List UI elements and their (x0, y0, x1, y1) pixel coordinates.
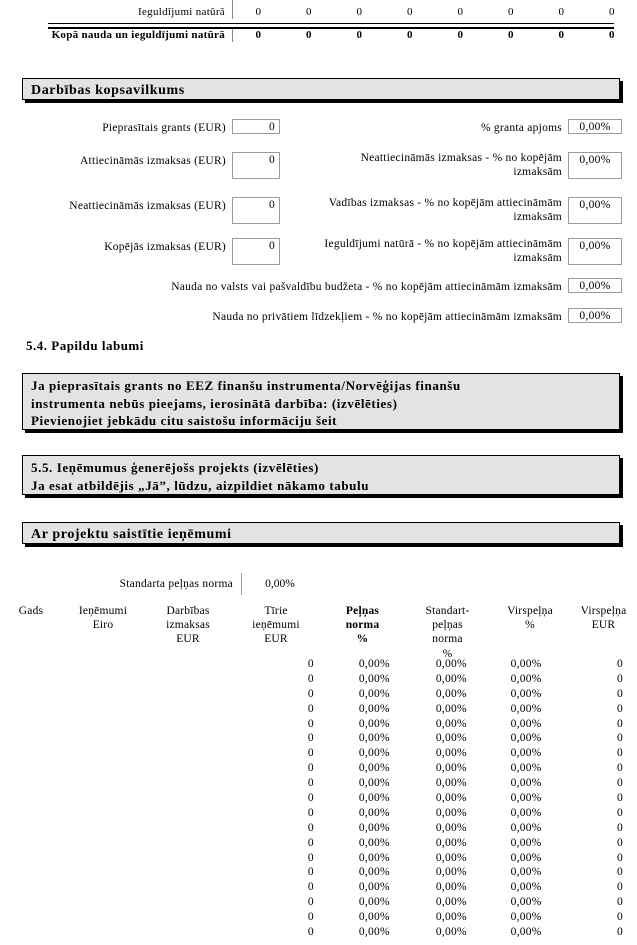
table-cell[interactable] (146, 687, 234, 702)
table-cell: 0 (307, 926, 314, 939)
table-cell: 0 (307, 821, 314, 834)
table-cell: 0,00% (435, 806, 467, 819)
table-row (0, 836, 637, 851)
table-cell[interactable] (0, 687, 64, 702)
table-cell: 0 (617, 851, 624, 864)
table-cell: 0,00% (358, 881, 390, 894)
table-cell[interactable] (64, 761, 146, 776)
input-requested-grant[interactable]: 0 (232, 119, 280, 134)
column-header-year (0, 604, 62, 618)
table-cell: 0 (307, 881, 314, 894)
table-cell[interactable] (0, 746, 64, 761)
table-cell: 0,00% (435, 896, 467, 909)
header-line: Virspeļņa (580, 605, 627, 617)
column-header-excess-profit-pct (490, 604, 570, 632)
header-line: ieņēmumi (252, 619, 300, 632)
header-line: Tīrie (264, 605, 288, 617)
table-cell[interactable] (0, 791, 64, 806)
table-cell: 0,00% (435, 687, 467, 700)
table-cell[interactable] (146, 717, 234, 732)
table-cell: 0,00% (358, 747, 390, 760)
table-cell: 0,00% (510, 777, 542, 790)
input-private-funds-pct[interactable]: 0,00% (568, 308, 622, 323)
table-cell[interactable] (64, 687, 146, 702)
section-bar-additional-benefits (22, 373, 620, 430)
column-header-profit-margin (320, 604, 405, 647)
table-cell[interactable] (0, 657, 64, 672)
bar-line-2: instrumenta nebūs pieejams, ierosinātā darbība: (izvēlēties) (31, 395, 398, 411)
table-cell: 0,00% (510, 866, 542, 879)
table-cell: 0 (617, 717, 624, 730)
table-cell: 0 (307, 836, 314, 849)
table-cell: 0,00% (435, 717, 467, 730)
table-cell: 0,00% (358, 687, 390, 700)
table-row (0, 791, 637, 806)
column-header-excess-profit-eur (570, 604, 637, 632)
table-cell: 0 (307, 792, 314, 805)
cell: 0 (356, 6, 362, 18)
cell: 0 (407, 29, 413, 41)
table-cell[interactable] (64, 880, 146, 895)
header-line: EUR (591, 619, 616, 632)
table-cell[interactable] (64, 776, 146, 791)
table-row (0, 657, 637, 672)
input-management-pct[interactable]: 0,00% (568, 197, 622, 224)
table-cell: 0,00% (435, 732, 467, 745)
table-cell: 0 (307, 747, 314, 760)
table-cell[interactable] (0, 865, 64, 880)
table-cell: 0,00% (435, 851, 467, 864)
table-row (0, 731, 637, 746)
header-line: norma (432, 633, 463, 646)
table-cell: 0,00% (510, 702, 542, 715)
table-cell: 0,00% (510, 836, 542, 849)
table-cell[interactable] (146, 851, 234, 866)
label-standard-margin: Standarta peļņas norma (119, 578, 233, 590)
header-line: Virspeļņa (507, 605, 553, 617)
table-cell[interactable] (0, 910, 64, 925)
table-cell: 0,00% (435, 702, 467, 715)
table-cell[interactable] (64, 731, 146, 746)
table-cell: 0,00% (435, 836, 467, 849)
table-rule (48, 23, 614, 24)
table-cell: 0,00% (510, 896, 542, 909)
table-cell[interactable] (146, 880, 234, 895)
section-bar-project-income (22, 522, 620, 544)
table-cell[interactable] (0, 702, 64, 717)
table-cell: 0 (617, 821, 624, 834)
cell: 0 (306, 29, 312, 41)
column-header-income (62, 604, 144, 632)
table-cell: 0,00% (358, 896, 390, 909)
table-cell: 0 (617, 732, 624, 745)
table-cell: 0,00% (510, 672, 542, 685)
table-cell: 0 (617, 866, 624, 879)
table-row (0, 925, 637, 940)
table-cell: 0 (307, 896, 314, 909)
section-bar-revenue-generating (22, 455, 620, 495)
bar-line-1: 5.5. Ieņēmumus ģenerējošs projekts (izvēlēties) (31, 460, 319, 475)
table-cell[interactable] (0, 761, 64, 776)
table-cell: 0,00% (510, 806, 542, 819)
table-cell[interactable] (64, 702, 146, 717)
table-cell: 0,00% (435, 911, 467, 924)
table-row (0, 821, 637, 836)
cell: 0 (558, 29, 564, 41)
table-cell[interactable] (64, 746, 146, 761)
table-cell[interactable] (146, 791, 234, 806)
table-cell[interactable] (146, 672, 234, 687)
table-cell: 0,00% (435, 762, 467, 775)
table-row-total (0, 29, 637, 42)
row-label: Kopā nauda un ieguldījumi natūrā (51, 29, 225, 41)
table-cell: 0 (617, 687, 624, 700)
table-cell[interactable] (146, 925, 234, 940)
label-requested-grant: Pieprasītais grants (EUR) (102, 122, 226, 134)
table-cell: 0 (307, 806, 314, 819)
table-cell[interactable] (64, 836, 146, 851)
column-header-net-income (232, 604, 320, 647)
column-header-operating-costs (144, 604, 232, 647)
input-public-budget-pct[interactable]: 0,00% (568, 278, 622, 293)
table-cell: 0 (617, 896, 624, 909)
table-body (0, 657, 637, 940)
table-cell: 0,00% (435, 672, 467, 685)
table-cell: 0,00% (358, 806, 390, 819)
table-cell: 0,00% (358, 777, 390, 790)
table-cell: 0,00% (358, 792, 390, 805)
table-cell[interactable] (0, 836, 64, 851)
table-cell: 0,00% (358, 851, 390, 864)
table-cell: 0,00% (510, 717, 542, 730)
table-row (0, 776, 637, 791)
label-management-pct: Vadības izmaksas - % no kopējām attiecināmām izmaksām (328, 197, 562, 223)
cell: 0 (255, 29, 261, 41)
table-cell[interactable] (0, 776, 64, 791)
table-row (0, 687, 637, 702)
section-bar-title: Darbības kopsavilkums (31, 83, 185, 98)
label-inkind-pct: Ieguldījumi natūrā - % no kopējām attiecināmām izmaksām (324, 238, 562, 264)
table-cell: 0,00% (358, 717, 390, 730)
cell: 0 (356, 29, 362, 41)
table-cell[interactable] (146, 865, 234, 880)
section-bar-activity-summary (22, 78, 620, 100)
label-ineligible-pct: Neattiecināmās izmaksas - % no kopējām izmaksām (360, 152, 562, 178)
table-cell: 0,00% (358, 658, 390, 670)
table-cell: 0 (307, 851, 314, 864)
table-cell: 0 (307, 732, 314, 745)
table-cell: 0,00% (435, 821, 467, 834)
header-line: Peļņas (345, 605, 380, 617)
table-cell[interactable] (0, 806, 64, 821)
column-header-standard-profit-margin (405, 604, 490, 661)
table-cell: 0 (617, 926, 624, 939)
label-eligible-costs: Attiecināmās izmaksas (EUR) (80, 155, 226, 167)
table-cell: 0,00% (358, 702, 390, 715)
table-row (0, 895, 637, 910)
table-cell: 0,00% (510, 747, 542, 760)
table-cell: 0,00% (510, 762, 542, 775)
table-cell[interactable] (64, 821, 146, 836)
table-cell: 0 (307, 717, 314, 730)
header-line: izmaksas (166, 619, 210, 632)
table-cell[interactable] (64, 895, 146, 910)
table-cell: 0,00% (358, 926, 390, 939)
table-cell[interactable] (146, 746, 234, 761)
table-cell[interactable] (146, 836, 234, 851)
table-cell: 0,00% (358, 732, 390, 745)
input-inkind-pct[interactable]: 0,00% (568, 238, 622, 265)
table-cell[interactable] (146, 776, 234, 791)
table-cell: 0 (617, 806, 624, 819)
header-line: % (442, 647, 453, 660)
table-row (0, 851, 637, 866)
cell: 0 (508, 29, 514, 41)
table-cell: 0,00% (510, 792, 542, 805)
table-cell: 0,00% (358, 821, 390, 834)
table-cell: 0 (617, 702, 624, 715)
table-cell: 0,00% (435, 747, 467, 760)
table-cell: 0,00% (510, 821, 542, 834)
section-bar-title: Ar projektu saistītie ieņēmumi (31, 527, 232, 542)
table-cell: 0 (617, 777, 624, 790)
cell: 0 (609, 6, 615, 18)
table-cell[interactable] (146, 895, 234, 910)
heading-5-4: 5.4. Papildu labumi (26, 338, 144, 353)
project-income-table (0, 604, 637, 939)
table-cell[interactable] (0, 672, 64, 687)
table-row (0, 910, 637, 925)
value-standard-margin[interactable]: 0,00% (265, 578, 295, 590)
table-cell: 0 (617, 881, 624, 894)
table-cell: 0 (307, 702, 314, 715)
input-eligible-costs[interactable]: 0 (232, 152, 280, 179)
header-line: % (356, 633, 369, 646)
table-cell[interactable] (64, 865, 146, 880)
table-cell: 0 (617, 911, 624, 924)
row-label: Ieguldījumi natūrā (138, 6, 225, 18)
standard-margin-row (0, 573, 637, 595)
row-values (232, 29, 637, 42)
label-grant-percentage: % granta apjoms (480, 122, 562, 134)
table-cell[interactable] (64, 910, 146, 925)
table-cell: 0 (307, 762, 314, 775)
budget-continuation-table (0, 0, 637, 42)
table-row (0, 865, 637, 880)
table-cell: 0,00% (358, 762, 390, 775)
table-cell: 0 (307, 672, 314, 685)
table-cell[interactable] (146, 761, 234, 776)
table-cell: 0,00% (510, 658, 542, 670)
table-cell: 0 (617, 672, 624, 685)
header-line: EUR (264, 633, 288, 646)
vertical-divider (241, 573, 242, 595)
input-grant-percentage[interactable]: 0,00% (568, 119, 622, 134)
row-values (232, 0, 637, 19)
table-cell[interactable] (64, 806, 146, 821)
input-ineligible-pct[interactable]: 0,00% (568, 152, 622, 179)
label-public-budget-pct: Nauda no valsts vai pašvaldību budžeta - % no kopējām attiecināmām izmaksām (171, 281, 562, 293)
table-cell: 0 (617, 747, 624, 760)
cell: 0 (457, 6, 463, 18)
cell: 0 (255, 6, 261, 18)
header-line: norma (345, 619, 380, 632)
header-line: peļņas (432, 619, 463, 632)
table-cell: 0,00% (510, 911, 542, 924)
bar-line-1: Ja pieprasītais grants no EEZ finanšu instrumenta/Norvēģijas finanšu (31, 378, 461, 393)
table-cell: 0 (307, 687, 314, 700)
table-cell[interactable] (146, 821, 234, 836)
table-row (0, 717, 637, 732)
table-cell[interactable] (146, 657, 234, 672)
table-cell: 0,00% (435, 792, 467, 805)
cell: 0 (508, 6, 514, 18)
table-cell: 0 (307, 658, 314, 670)
table-cell[interactable] (0, 821, 64, 836)
table-cell[interactable] (64, 851, 146, 866)
table-cell: 0 (617, 836, 624, 849)
table-cell[interactable] (0, 731, 64, 746)
table-cell[interactable] (0, 895, 64, 910)
header-line: Standart- (425, 605, 470, 617)
table-cell: 0,00% (510, 881, 542, 894)
table-row (0, 761, 637, 776)
table-row (0, 746, 637, 761)
cell: 0 (457, 29, 463, 41)
header-line: % (525, 619, 535, 632)
header-line: Darbības (166, 605, 210, 617)
table-cell: 0,00% (435, 881, 467, 894)
table-cell: 0,00% (358, 672, 390, 685)
table-cell: 0 (307, 911, 314, 924)
table-cell[interactable] (146, 702, 234, 717)
table-cell[interactable] (146, 731, 234, 746)
table-header-row (0, 604, 637, 661)
table-cell[interactable] (0, 717, 64, 732)
table-cell[interactable] (64, 717, 146, 732)
table-cell[interactable] (64, 657, 146, 672)
table-cell: 0,00% (510, 926, 542, 939)
table-cell: 0 (617, 762, 624, 775)
table-row (0, 702, 637, 717)
table-cell: 0,00% (435, 866, 467, 879)
table-cell: 0 (307, 866, 314, 879)
header-line: Gads (18, 605, 44, 617)
input-ineligible-costs[interactable]: 0 (232, 197, 280, 224)
table-row (0, 0, 637, 19)
table-cell[interactable] (0, 880, 64, 895)
table-cell: 0,00% (358, 866, 390, 879)
bar-line-2: Ja esat atbildējis „Jā”, lūdzu, aizpildiet nākamo tabulu (31, 477, 370, 493)
label-ineligible-costs: Neattiecināmās izmaksas (EUR) (69, 200, 226, 212)
label-total-costs: Kopējās izmaksas (EUR) (104, 241, 226, 253)
table-cell[interactable] (64, 925, 146, 940)
cell: 0 (609, 29, 615, 41)
table-cell: 0,00% (510, 687, 542, 700)
cell: 0 (407, 6, 413, 18)
label-private-funds-pct: Nauda no privātiem līdzekļiem - % no kopējām attiecināmām izmaksām (212, 311, 562, 323)
table-cell: 0,00% (435, 777, 467, 790)
table-cell[interactable] (0, 851, 64, 866)
cell: 0 (558, 6, 564, 18)
table-cell[interactable] (0, 925, 64, 940)
table-cell: 0 (617, 792, 624, 805)
table-cell[interactable] (64, 672, 146, 687)
table-row (0, 880, 637, 895)
bar-line-3: Pievienojiet jebkādu citu saistošu informāciju šeit (31, 413, 338, 428)
header-line: Eiro (92, 619, 114, 632)
table-cell[interactable] (146, 806, 234, 821)
table-row (0, 672, 637, 687)
header-line: Ieņēmumi (78, 605, 128, 617)
table-cell: 0,00% (435, 926, 467, 939)
table-cell: 0,00% (435, 658, 467, 670)
cell: 0 (306, 6, 312, 18)
table-row (0, 806, 637, 821)
table-cell: 0 (617, 658, 624, 670)
table-cell[interactable] (146, 910, 234, 925)
table-cell: 0,00% (510, 732, 542, 745)
table-cell: 0 (307, 777, 314, 790)
header-line: EUR (176, 633, 200, 646)
table-cell[interactable] (64, 791, 146, 806)
table-cell: 0,00% (510, 851, 542, 864)
table-cell: 0,00% (358, 911, 390, 924)
input-total-costs[interactable]: 0 (232, 238, 280, 265)
table-cell: 0,00% (358, 836, 390, 849)
